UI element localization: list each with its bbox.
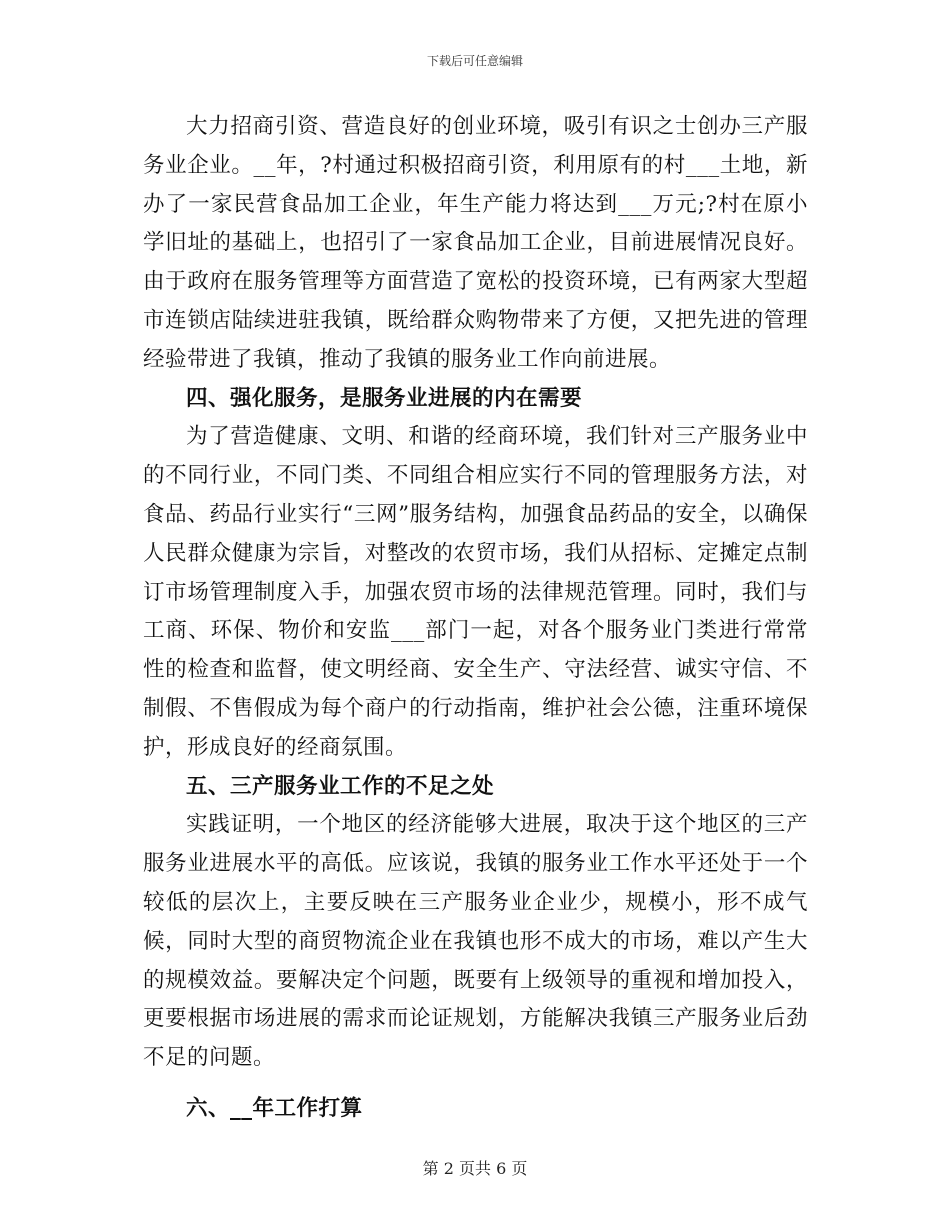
page-number: 第 2 页共 6 页 — [422, 1159, 528, 1178]
paragraph-services: 为了营造健康、文明、和谐的经商环境，我们针对三产服务业中的不同行业，不同门类、不同组合相应实行不同的管理服务方法，对食品、药品行业实行“三网”服务结构，加强食品药品的安全，以确保人民群众健康为宗旨，对整改的农贸市场，我们从招标、定摊定点制订市场管理制度入手，加强农贸市场的法律规范管理。同时，我们与工商、环保、物价和安监___部门一起，对各个服务业门类进行常常性的检查和监督，使文明经商、安全生产、守法经营、诚实守信、不制假、不售假成为每个商户的行动指南，维护社会公德，注重环境保护，形成良好的经商氛围。 — [143, 424, 808, 760]
paragraph-shortcomings: 实践证明，一个地区的经济能够大进展，取决于这个地区的三产服务业进展水平的高低。应该说，我镇的服务业工作水平还处于一个较低的层次上，主要反映在三产服务业企业少，规模小，形不成气候，同时大型的商贸物流企业在我镇也形不成大的市场，难以产生大的规模效益。要解决定个问题，既要有上级领导的重视和增加投入，更要根据市场进展的需求而论证规划，方能解决我镇三产服务业后劲不足的问题。 — [143, 812, 808, 1071]
section-heading-6: 六、__年工作打算 — [186, 1095, 363, 1121]
document-body — [143, 108, 808, 1129]
paragraph-investment: 大力招商引资、营造良好的创业环境，吸引有识之士创办三产服务业企业。__年，?村通过积极招商引资，利用原有的村___土地，新办了一家民营食品加工企业，年生产能力将达到___万元;?村在原小学旧址的基础上，也招引了一家食品加工企业，目前进展情况良好。由于政府在服务管理等方面营造了宽松的投资环境，已有两家大型超市连锁店陆续进驻我镇，既给群众购物带来了方便，又把先进的管理经验带进了我镇，推动了我镇的服务业工作向前进展。 — [143, 114, 808, 372]
section-heading-5: 五、三产服务业工作的不足之处 — [186, 773, 495, 799]
section-heading-4: 四、强化服务，是服务业进展的内在需要 — [186, 385, 583, 411]
page-header: 下载后可任意编辑 — [426, 54, 523, 68]
